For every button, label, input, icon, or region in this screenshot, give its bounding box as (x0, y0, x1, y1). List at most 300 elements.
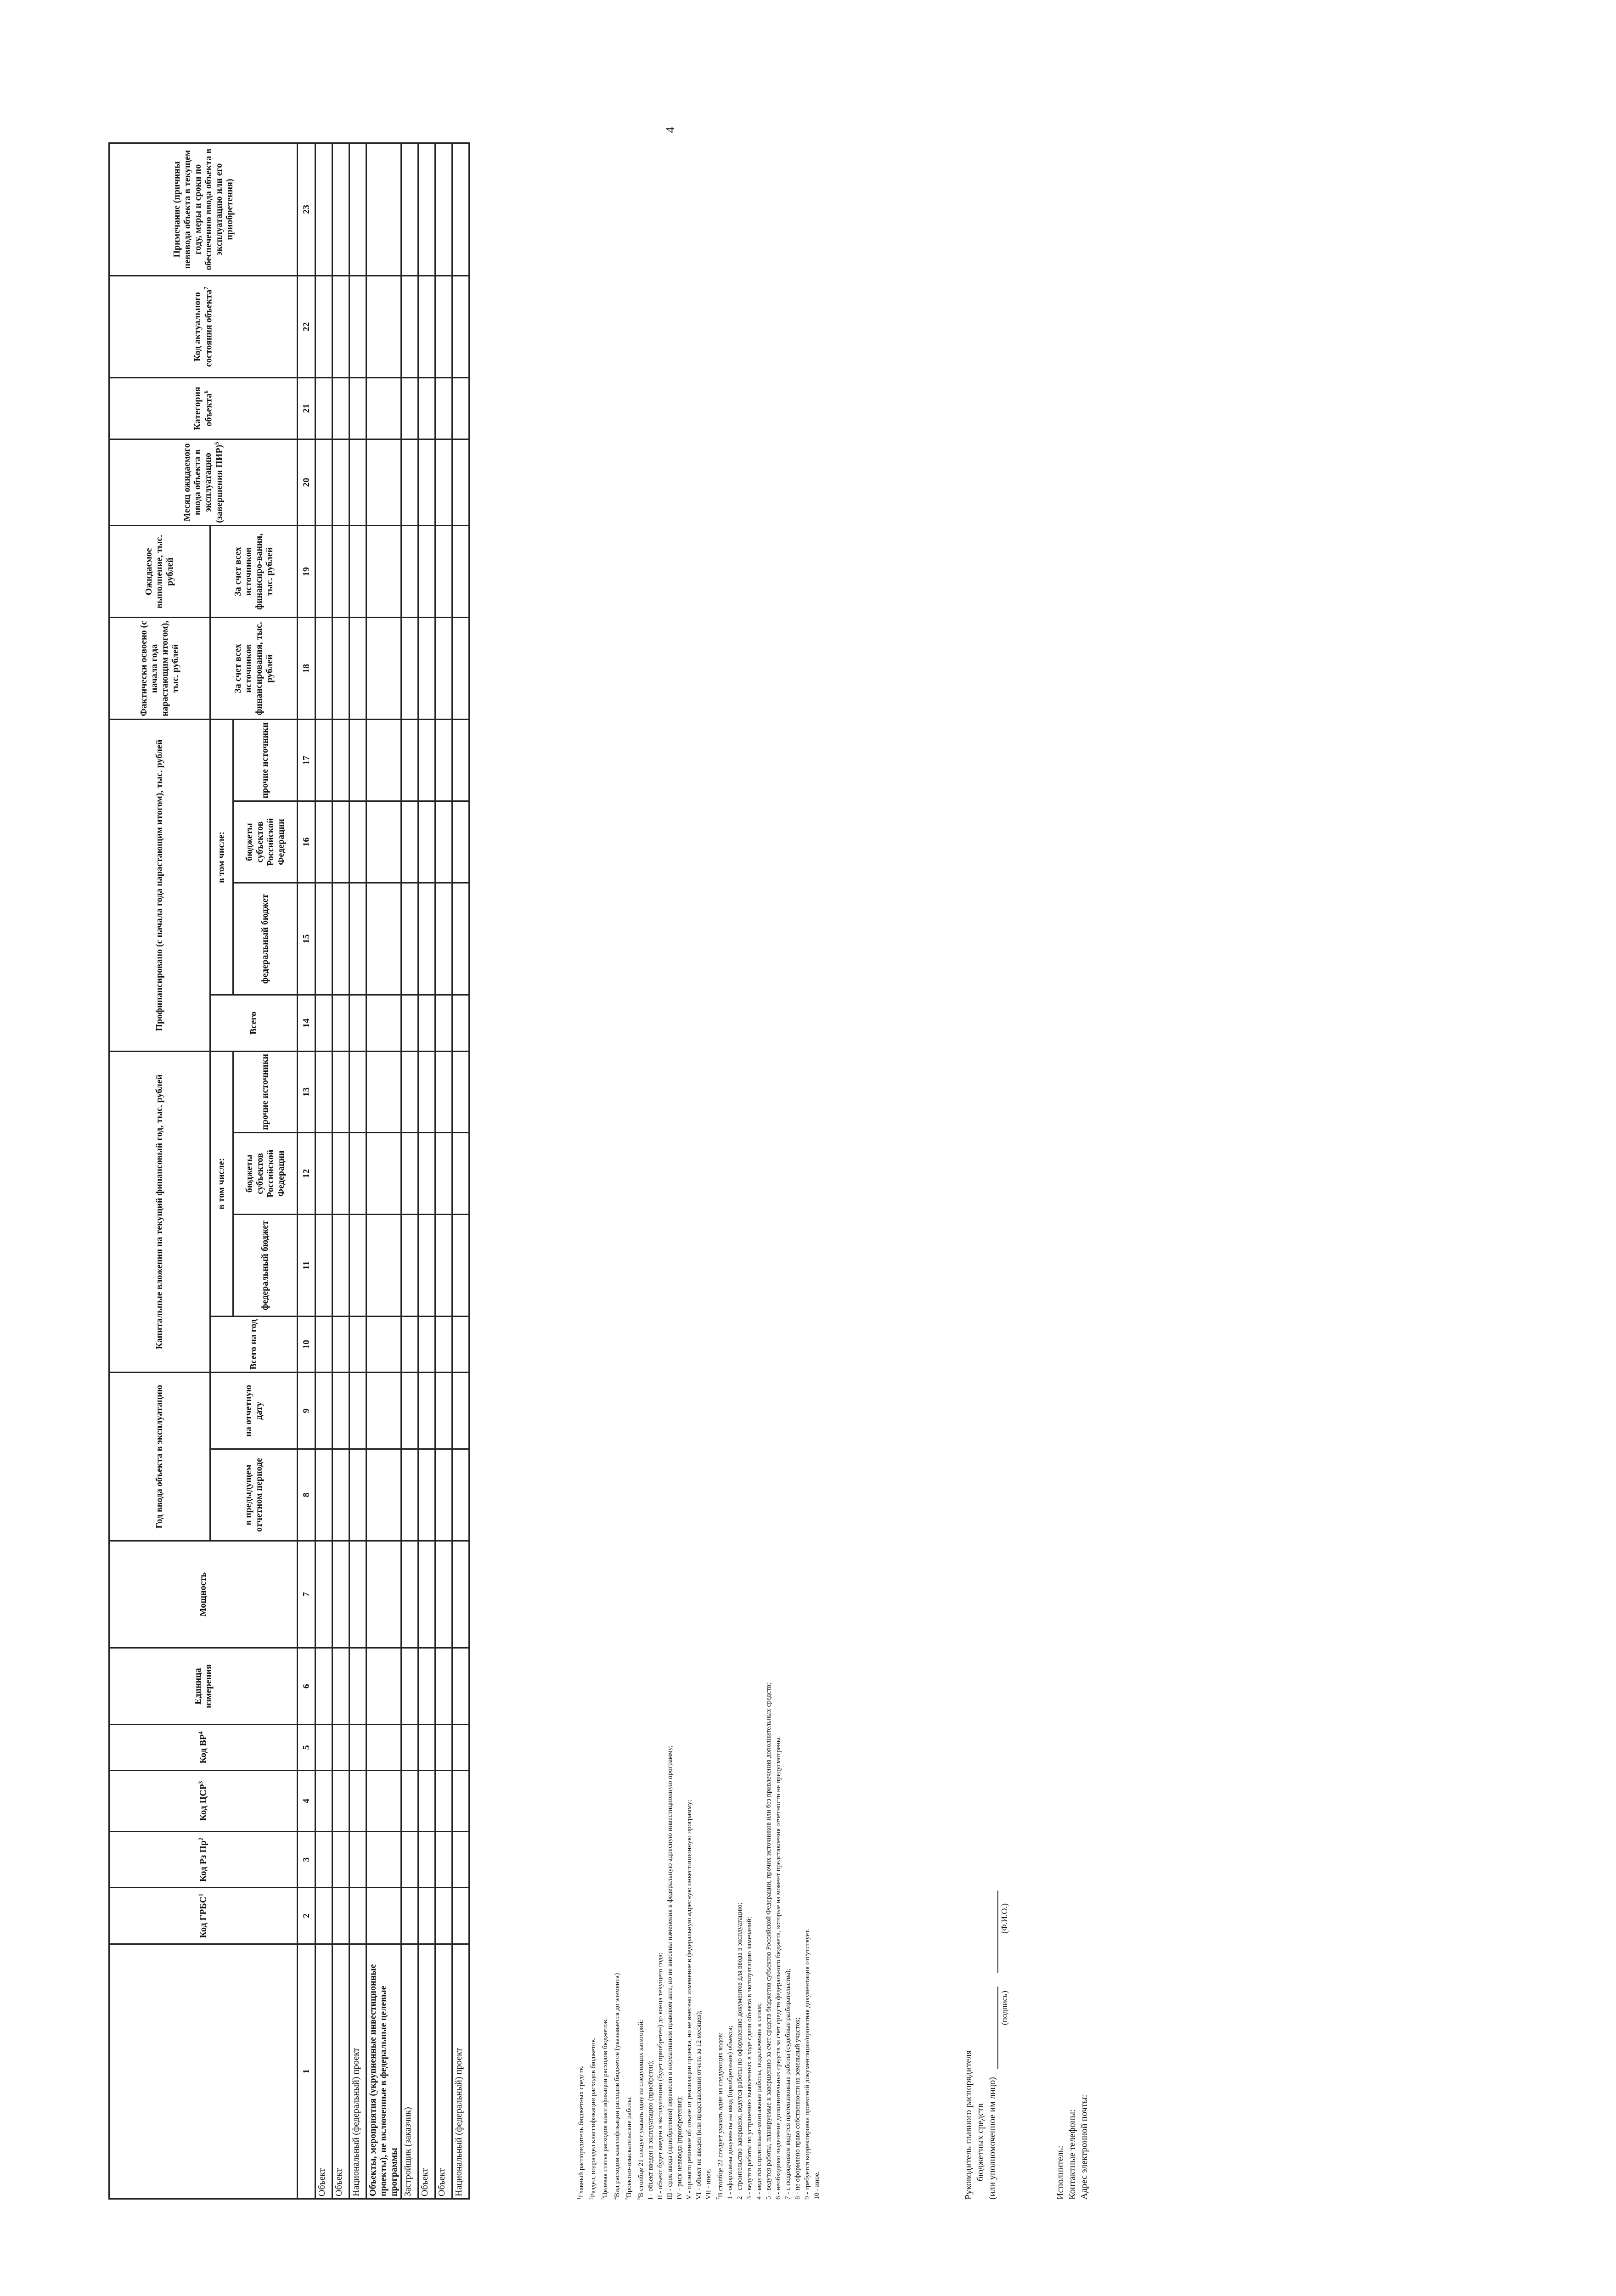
table-cell (366, 618, 401, 720)
table-cell (315, 1724, 332, 1770)
table-cell (418, 1051, 435, 1133)
table-cell (332, 1888, 349, 1944)
executor-label: Исполнитель: (1055, 2145, 1065, 2200)
column-number: 7 (298, 1541, 315, 1648)
header-capinv-group: Капитальные вложения на текущий финансовый год, тыс. рублей (109, 1051, 210, 1373)
table-cell (401, 1317, 418, 1373)
table-cell (366, 1317, 401, 1373)
table-cell (435, 378, 452, 439)
header-expected-group: Ожидаемое выполнение, тыс. рублей (109, 526, 210, 618)
header-fin-total: Всего (210, 995, 298, 1051)
table-cell (418, 1888, 435, 1944)
header-unit: Единица измерения (109, 1648, 298, 1725)
footnotes (574, 179, 822, 2200)
table-cell (349, 1648, 366, 1725)
column-number: 15 (298, 883, 315, 995)
footnote (726, 179, 735, 2200)
table-cell (401, 1449, 418, 1541)
table-cell (315, 1317, 332, 1373)
table-cell (332, 439, 349, 526)
column-number: 16 (298, 801, 315, 883)
table-cell (452, 1541, 469, 1648)
header-vr: Код $ВР^4$ (109, 1724, 298, 1770)
table-cell (452, 1317, 469, 1373)
table-cell (418, 1541, 435, 1648)
header-csr: Код ЦСР$^3$ (109, 1770, 298, 1831)
column-number: 1 (298, 1944, 315, 2199)
table-cell (315, 1051, 332, 1133)
table-row (349, 143, 366, 2199)
table-row (401, 143, 418, 2199)
table-cell (366, 1133, 401, 1215)
table-cell (401, 995, 418, 1051)
table-cell (366, 1648, 401, 1725)
table-cell (418, 883, 435, 995)
header-actual-sub: За счет всех источников финансирования, тыс. рублей (210, 618, 298, 720)
footnote-text: VII - иное. (705, 2168, 712, 2200)
header-month: Месяц ожидаемого ввода объекта в эксплуатацию (завершения ПИР)$^5$ (109, 439, 298, 526)
table-cell (315, 143, 332, 276)
table-cell (315, 1648, 332, 1725)
table-cell (435, 1724, 452, 1770)
footnote-text: V - принято решение об отказе от реализации проекта, но не внесено изменение в федеральную адресную инвестиционную программу; (686, 1800, 693, 2200)
table-cell (401, 801, 418, 883)
column-number: 14 (298, 995, 315, 1051)
table-cell (349, 1888, 366, 1944)
table-cell (349, 439, 366, 526)
table-cell (435, 143, 452, 276)
table-cell (366, 1051, 401, 1133)
signature-hint: (подпись) (1000, 1991, 1009, 2025)
table-cell (332, 276, 349, 378)
table-cell (435, 1449, 452, 1541)
table-cell (332, 1541, 349, 1648)
row-name: Объекты, мероприятия (укрупненные инвестиционные проекты), не включенные в федеральные целевые программы (366, 1944, 401, 2199)
table-cell (401, 1832, 418, 1888)
footnote (675, 179, 685, 2200)
footnote (574, 179, 586, 2200)
footnote-text: 5 - ведутся работы, планируемые к завершению за счет средств бюджетов субъектов Российской Федерации, прочих источников или без привлечения дополнительных средств; (765, 1683, 772, 2200)
row-name: Объект (435, 1944, 452, 2199)
table-cell (332, 1317, 349, 1373)
footnote (598, 179, 610, 2200)
table-cell (452, 1648, 469, 1725)
header-fin-fed: федеральный бюджет (233, 883, 298, 995)
footnote (812, 179, 822, 2200)
table-cell (435, 720, 452, 801)
table-cell (332, 1449, 349, 1541)
table-cell (418, 439, 435, 526)
table-row (366, 143, 401, 2199)
table-cell (349, 1770, 366, 1831)
column-number: 11 (298, 1215, 315, 1317)
table-cell (349, 1373, 366, 1449)
footnote-text: VI - объект не введен (или представлении отчета за 12 месяцев); (695, 2010, 703, 2200)
footnote (656, 179, 665, 2200)
column-number: 20 (298, 439, 315, 526)
table-cell (349, 1317, 366, 1373)
column-number: 12 (298, 1133, 315, 1215)
signature-title-line1: Руководитель главного распорядителя (963, 2050, 974, 2200)
table-cell (435, 883, 452, 995)
table-cell (366, 439, 401, 526)
table-cell (435, 1648, 452, 1725)
column-number: 3 (298, 1832, 315, 1888)
table-cell (452, 1724, 469, 1770)
table-cell (452, 1373, 469, 1449)
footnote (704, 179, 714, 2200)
column-number: 18 (298, 618, 315, 720)
table-cell (332, 720, 349, 801)
row-name: Национальный (федеральный) проект (349, 1944, 366, 2199)
header-capinv-other: прочие источники (233, 1051, 298, 1133)
table-cell (452, 526, 469, 618)
table-cell (452, 1215, 469, 1317)
table-cell (366, 276, 401, 378)
column-number: 2 (298, 1888, 315, 1944)
table-cell (452, 276, 469, 378)
table-cell (332, 1051, 349, 1133)
table-cell (418, 276, 435, 378)
column-number: 13 (298, 1051, 315, 1133)
column-number: 19 (298, 526, 315, 618)
signature-title-line2: бюджетных средств (975, 2103, 985, 2181)
table-cell (366, 143, 401, 276)
table-cell (435, 801, 452, 883)
table-cell (401, 1541, 418, 1648)
table-cell (435, 618, 452, 720)
column-number: 5 (298, 1724, 315, 1770)
table-cell (452, 1888, 469, 1944)
footnote-text: III - срок ввода (приобретения) перенесен в нормативном правовом акте, но не внесены изменения в федеральную адресную инвестиционную программу; (666, 1745, 674, 2200)
table-cell (401, 1648, 418, 1725)
table-cell (315, 995, 332, 1051)
table-cell (401, 618, 418, 720)
table-cell (315, 1770, 332, 1831)
header-fin-other: прочие источники (233, 720, 298, 801)
table-cell (332, 618, 349, 720)
table-cell (452, 439, 469, 526)
table-cell (418, 618, 435, 720)
column-number: 9 (298, 1373, 315, 1449)
footnote-mark: 5 (625, 2197, 630, 2200)
table-cell (435, 276, 452, 378)
table-row (418, 143, 435, 2199)
footnote-text: 1 - оформлены документы на ввод (приобретение) объекта; (726, 2026, 734, 2200)
footnote-text: 9 - требуется корректировка проектной документации/проектная документация отсутствует. (804, 1929, 811, 2200)
table-cell (332, 1373, 349, 1449)
footnote (755, 179, 764, 2200)
footnote-text: I - объект введен в эксплуатацию (приобретен); (647, 2060, 654, 2200)
footnote (685, 179, 694, 2200)
footnote-text: 6 - необходимо выделение дополнительных средств за счет средств федерального бюджета, которые на момент представления отчетности не предусмотрены. (775, 1736, 782, 2200)
signature-title-line3: (или уполномоченное им лицо) (986, 1557, 998, 2200)
table-row (435, 143, 452, 2199)
footnote (735, 179, 745, 2200)
table-cell (315, 618, 332, 720)
header-year-group: Год ввода объекта в эксплуатацию (109, 1373, 210, 1541)
row-name: Объект (418, 1944, 435, 2199)
contacts-block (1054, 1557, 1090, 2200)
table-cell (366, 1888, 401, 1944)
footnote (714, 179, 726, 2200)
phones-label: Контактные телефоны: (1067, 2109, 1077, 2200)
footnote (793, 179, 803, 2200)
row-name: Национальный (федеральный) проект (452, 1944, 469, 2199)
table-cell (401, 1373, 418, 1449)
table-cell (366, 1724, 401, 1770)
table-cell (435, 1373, 452, 1449)
table-cell (366, 801, 401, 883)
table-cell (315, 1133, 332, 1215)
table-cell (452, 378, 469, 439)
table-cell (418, 143, 435, 276)
table-cell (418, 1724, 435, 1770)
table-cell (366, 526, 401, 618)
footnote-mark: 1 (577, 2197, 582, 2200)
table-cell (452, 1449, 469, 1541)
footnote (774, 179, 783, 2200)
table-cell (401, 439, 418, 526)
table-cell (418, 1317, 435, 1373)
footnote-mark: 2 (589, 2197, 594, 2200)
table-cell (366, 1770, 401, 1831)
table-cell (418, 1648, 435, 1725)
footnote (803, 179, 812, 2200)
footnote (586, 179, 598, 2200)
row-name: Объект (315, 1944, 332, 2199)
footnote-mark: 3 (601, 2197, 606, 2200)
table-cell (315, 883, 332, 995)
header-rzpr: Код Рз $Пр^2$ (109, 1832, 298, 1888)
table-cell (435, 526, 452, 618)
table-cell (315, 439, 332, 526)
column-number: 4 (298, 1770, 315, 1831)
page-number: 4 (664, 127, 677, 133)
column-number: 8 (298, 1449, 315, 1541)
signature-block (963, 1557, 1010, 2200)
footnote-text: 8 - не оформлено право собственности на земельный участок; (794, 2017, 801, 2200)
table-cell (349, 143, 366, 276)
table-cell (452, 801, 469, 883)
header-note: Примечание (причины невввода объекта в текущем году, меры и сроки по обеспечению ввода объекта в эксплуатацию или его приобретения) (109, 143, 298, 276)
table-cell (401, 1888, 418, 1944)
footnote-text: 7 - с подрядчиком ведутся претензионные работы (судебные разбирательства); (784, 1969, 792, 2200)
table-cell (401, 1770, 418, 1831)
column-number: 23 (298, 143, 315, 276)
table-cell (332, 1832, 349, 1888)
table-cell (401, 526, 418, 618)
column-number: 21 (298, 378, 315, 439)
header-fin-incl: в том числе: (210, 720, 233, 995)
table-cell (418, 1832, 435, 1888)
footnote-text: Вид расходов классификации расходов бюджетов (указывается до элемента) (614, 1973, 621, 2197)
footnote-text: Целевая статья расходов классификации расходов бюджетов. (602, 2018, 609, 2197)
table-cell (435, 1770, 452, 1831)
footnote (764, 179, 774, 2200)
header-fin-subj: бюджеты субъектов Российской Федерации (233, 801, 298, 883)
table-cell (332, 143, 349, 276)
header-actual-group: Фактически освоено (с начала года нарастающим итогом), тыс. рублей (109, 618, 210, 720)
footnote (665, 179, 675, 2200)
header-name (109, 1944, 298, 2199)
table-cell (418, 1449, 435, 1541)
header-year-prev: в предыдущем отчетном периоде (210, 1449, 298, 1541)
table-cell (315, 1832, 332, 1888)
header-capinv-fed: федеральный бюджет (233, 1215, 298, 1317)
table-cell (332, 1770, 349, 1831)
table-cell (366, 1832, 401, 1888)
table-cell (435, 1051, 452, 1133)
footnote-text: В столбце 22 следует указать один из следующих кодов: (717, 2032, 724, 2197)
footnote-text: Проектно-изыскательские работы. (625, 2096, 633, 2197)
table-cell (401, 720, 418, 801)
header-capinv-total: Всего на год (210, 1317, 298, 1373)
table-cell (366, 1373, 401, 1449)
table-cell (349, 1724, 366, 1770)
table-cell (366, 1541, 401, 1648)
table-cell (315, 1373, 332, 1449)
column-number: 10 (298, 1317, 315, 1373)
table-cell (418, 1770, 435, 1831)
table-cell (315, 1888, 332, 1944)
table-cell (349, 1051, 366, 1133)
table-cell (349, 720, 366, 801)
table-cell (332, 883, 349, 995)
table-cell (401, 378, 418, 439)
table-cell (315, 720, 332, 801)
footnote (634, 179, 646, 2200)
table-cell (366, 883, 401, 995)
table-cell (418, 1133, 435, 1215)
header-year-now: на отчетную дату (210, 1373, 298, 1449)
footnote-text: IV - риск невввода (приобретения); (676, 2096, 683, 2200)
column-numbers-row (298, 143, 315, 2199)
table-cell (418, 995, 435, 1051)
table-row (315, 143, 332, 2199)
column-number: 6 (298, 1648, 315, 1725)
table-cell (349, 1215, 366, 1317)
table-cell (401, 276, 418, 378)
table-cell (435, 1832, 452, 1888)
column-number: 22 (298, 276, 315, 378)
footnote (646, 179, 656, 2200)
table-cell (315, 378, 332, 439)
row-name: Объект (332, 1944, 349, 2199)
table-cell (452, 1832, 469, 1888)
rotated-form (108, 106, 1596, 2200)
table-cell (349, 1133, 366, 1215)
table-cell (315, 276, 332, 378)
footnote-text: 10 - иное. (813, 2171, 821, 2200)
table-cell (452, 1133, 469, 1215)
footnote (610, 179, 622, 2200)
table-cell (332, 1215, 349, 1317)
table-cell (349, 883, 366, 995)
table-row (452, 143, 469, 2199)
table-cell (366, 1215, 401, 1317)
capital-investments-table (108, 142, 470, 2200)
table-cell (401, 1215, 418, 1317)
footnote-text: II - объект будет введен в эксплуатацию (будет приобретен) до конца текущего года; (657, 1953, 664, 2200)
footnote-text: 3 - ведутся работы по устранению выявленных в ходе сдачи объекта в эксплуатацию замечаний; (746, 1917, 753, 2200)
email-label: Адрес электронной почты: (1079, 2094, 1089, 2200)
table-cell (418, 720, 435, 801)
table-cell (418, 378, 435, 439)
footnote-text: 2 - строительство завершено, ведутся работы по оформлению документов для ввода в эксплуатацию; (736, 1902, 743, 2200)
table-cell (435, 1541, 452, 1648)
column-number: 17 (298, 720, 315, 801)
header-capinv-incl: в том числе: (210, 1051, 233, 1317)
row-name: Застройщик (заказчик) (401, 1944, 418, 2199)
table-cell (349, 526, 366, 618)
table-cell (435, 1133, 452, 1215)
table-cell (418, 1373, 435, 1449)
table-cell (366, 995, 401, 1051)
table-cell (452, 1051, 469, 1133)
table-cell (349, 276, 366, 378)
header-grbs: Код ГРБС$^1$ (109, 1888, 298, 1944)
table-cell (349, 995, 366, 1051)
table-cell (332, 378, 349, 439)
table-cell (315, 1215, 332, 1317)
header-fin-group: Профинансировано (с начала года нарастающим итогом), тыс. рублей (109, 720, 210, 1051)
footnote-mark: 4 (613, 2197, 618, 2200)
table-cell (435, 1317, 452, 1373)
table-cell (452, 720, 469, 801)
table-cell (349, 1449, 366, 1541)
footnote-text: 4 - ведутся строительно-монтажные работы, подключение к сетям; (755, 2003, 763, 2200)
footnote-text: Главный распорядитель бюджетных средств. (578, 2065, 585, 2197)
footnote-mark: 7 (716, 2197, 721, 2200)
table-cell (435, 1215, 452, 1317)
table-cell (315, 1541, 332, 1648)
footnote (622, 179, 634, 2200)
table-cell (366, 1449, 401, 1541)
table-cell (366, 378, 401, 439)
footnote (783, 179, 793, 2200)
table-cell (315, 526, 332, 618)
table-cell (349, 1541, 366, 1648)
table-cell (418, 526, 435, 618)
table-cell (332, 1133, 349, 1215)
table-cell (332, 526, 349, 618)
footnote (694, 179, 704, 2200)
table-cell (401, 1051, 418, 1133)
table-cell (401, 1133, 418, 1215)
table-cell (452, 995, 469, 1051)
table-cell (401, 143, 418, 276)
name-hint: (Ф.И.О.) (1000, 1903, 1009, 1934)
table-cell (452, 143, 469, 276)
table-cell (349, 801, 366, 883)
table-cell (349, 378, 366, 439)
table-cell (315, 1449, 332, 1541)
footnote-mark: 6 (636, 2197, 642, 2200)
table-cell (315, 801, 332, 883)
header-state: Код актуального состояния объекта$^7$ (109, 276, 298, 378)
header-capinv-subj: бюджеты субъектов Российской Федерации (233, 1133, 298, 1215)
table-cell (332, 801, 349, 883)
table-row (332, 143, 349, 2199)
table-cell (435, 995, 452, 1051)
header-power: Мощность (109, 1541, 298, 1648)
table-cell (435, 439, 452, 526)
table-cell (366, 720, 401, 801)
table-cell (349, 618, 366, 720)
table-cell (452, 618, 469, 720)
header-category: Категория объекта$^6$ (109, 378, 298, 439)
